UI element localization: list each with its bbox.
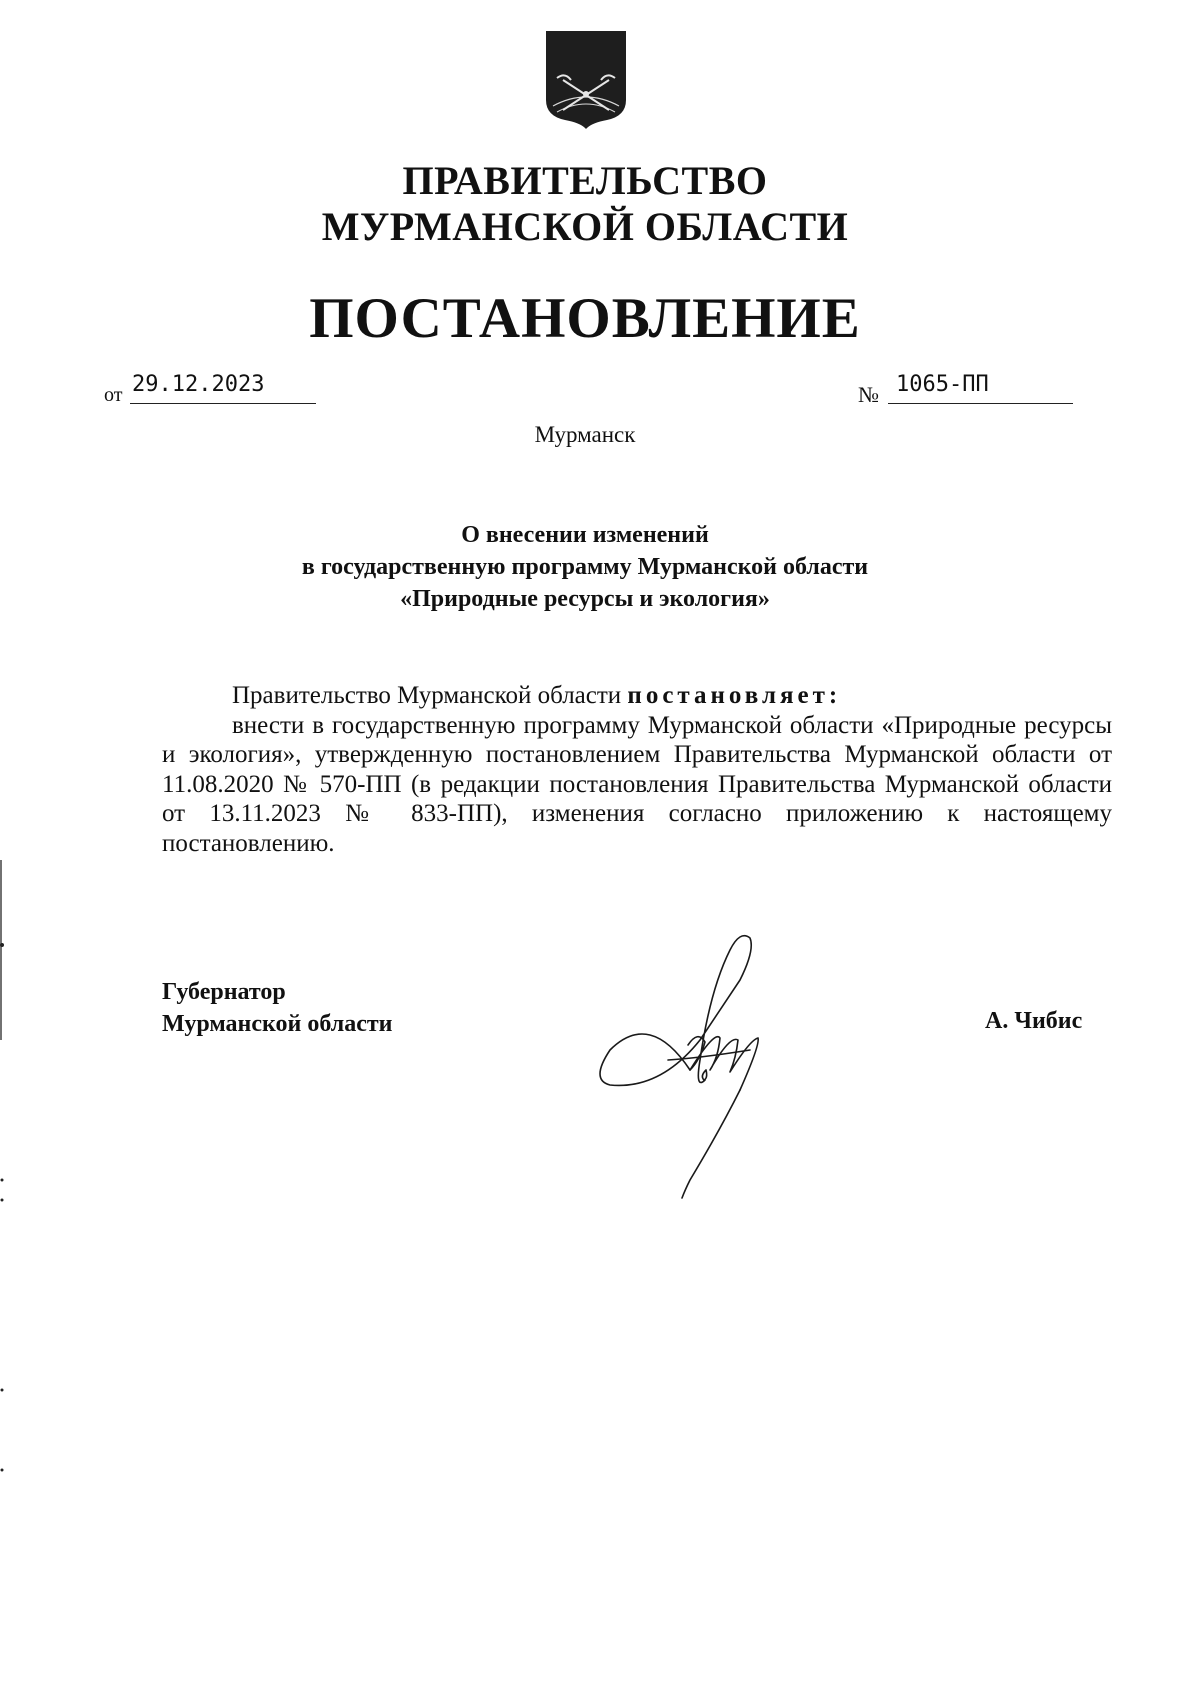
document-subject xyxy=(0,519,1170,615)
signer-position-line1: Губернатор xyxy=(162,979,286,1005)
number-underline xyxy=(888,403,1073,404)
intro-paragraph xyxy=(162,681,1112,711)
document-body xyxy=(162,681,1112,858)
city-name: Мурманск xyxy=(534,422,636,447)
date-prefix: от xyxy=(104,384,123,406)
number-prefix: № xyxy=(858,382,879,407)
signer-position-line2: Мурманской области xyxy=(162,1011,393,1037)
document-type-title: ПОСТАНОВЛЕНИЕ xyxy=(309,287,861,350)
subject-line2: в государственную программу Мурманской области xyxy=(301,554,869,580)
signer-position xyxy=(162,976,392,1040)
date-underline xyxy=(130,403,316,404)
signer-name: А. Чибис xyxy=(985,1008,1083,1034)
intro-text: Правительство Мурманской области xyxy=(232,682,628,709)
number-value: 1065-ПП xyxy=(896,372,989,397)
government-name-line1: ПРАВИТЕЛЬСТВО xyxy=(402,158,768,203)
subject-line3: «Природные ресурсы и экология» xyxy=(400,586,770,612)
date-value: 29.12.2023 xyxy=(132,372,265,397)
intro-emphasis: постановляет: xyxy=(627,682,842,709)
document-number xyxy=(858,372,1078,408)
document-date xyxy=(104,372,314,408)
subject-line1: О внесении изменений xyxy=(461,522,709,548)
resolution-paragraph: внести в государственную программу Мурманской области «Природные ресурсы и экология», утвержденную постановлением Правительства Мурманской области от 11.08.2020 № 570-ПП (в редакции постановления Правительства Мурманской области от 13.11.2023 № 833-ПП), изменения согласно приложению к настоящему постановлению. xyxy=(162,711,1112,857)
coat-of-arms-emblem xyxy=(543,28,629,130)
handwritten-signature xyxy=(590,930,830,1210)
scan-margin-marks xyxy=(0,0,8,1702)
government-name-line2: МУРМАНСКОЙ ОБЛАСТИ xyxy=(321,204,849,249)
